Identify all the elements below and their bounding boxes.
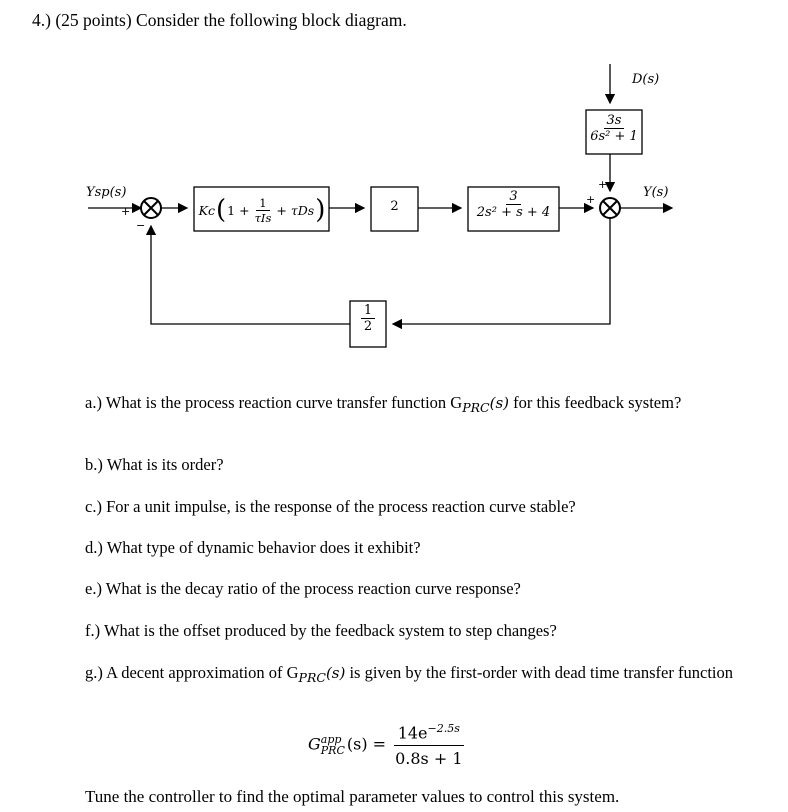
disturbance-denominator: 6s² + 1 <box>590 129 638 144</box>
feedback-gain <box>350 303 386 334</box>
gain-value: 2 <box>390 199 399 214</box>
sum2-plus-left-sign: + <box>586 193 596 206</box>
fopdt-equation <box>308 722 466 768</box>
equation-lhs: G app PRC (s) = <box>308 733 387 758</box>
equation-numerator: 14e <box>397 723 428 743</box>
sum2-plus-top-sign: + <box>598 178 608 191</box>
summing-junction-2 <box>600 198 620 218</box>
controller-one-plus: 1 + <box>227 202 250 218</box>
controller-transfer-function: Kc ( 1 + $\frac{1}{\text{τIs}}$ + τDs ) <box>198 195 326 225</box>
equation-denominator: 0.8s + 1 <box>395 749 463 769</box>
question-g: g.) A decent approximation of $G_{PRC}(s)$ is given by the first-order with dead time transfer function <box>85 663 733 685</box>
equation-fraction <box>392 722 465 768</box>
question-e: e.) What is the decay ratio of the process reaction curve response? <box>85 579 521 598</box>
question-b: b.) What is its order? <box>85 455 224 474</box>
controller-gain: Kc <box>198 202 215 218</box>
equation-exponent: −2.5s <box>427 722 460 735</box>
derivative-term: + τDs <box>276 202 315 218</box>
input-label: Ysp(s) <box>86 185 127 200</box>
sum1-plus-sign: + <box>121 205 131 218</box>
disturbance-numerator: 3s <box>604 113 625 129</box>
question-d: d.) What type of dynamic behavior does it exhibit? <box>85 538 421 557</box>
closing-instruction: Tune the controller to find the optimal parameter values to control this system. <box>85 787 620 806</box>
feedback-numerator: 1 <box>361 303 375 319</box>
integral-fraction: $\frac{1}{\text{τIs}}$ <box>254 195 272 225</box>
question-c: c.) For a unit impulse, is the response of the process reaction curve stable? <box>85 497 576 516</box>
process-denominator: 2s² + s + 4 <box>476 205 551 220</box>
disturbance-transfer-function <box>586 113 642 144</box>
feedback-path <box>393 218 610 324</box>
block-diagram <box>0 0 788 360</box>
process-transfer-function <box>468 189 559 220</box>
question-f: f.) What is the offset produced by the feedback system to step changes? <box>85 621 557 640</box>
summing-junction-1 <box>141 198 161 218</box>
sum1-minus-sign: − <box>136 219 146 232</box>
disturbance-label: D(s) <box>632 72 660 87</box>
feedback-denominator: 2 <box>363 319 373 334</box>
problem-title: 4.) (25 points) Consider the following block diagram. <box>32 10 407 30</box>
question-a: a.) What is the process reaction curve transfer function $G_{PRC}(s)$ for this feedback system? <box>85 393 682 415</box>
process-numerator: 3 <box>506 189 520 205</box>
output-label: Y(s) <box>643 185 669 200</box>
